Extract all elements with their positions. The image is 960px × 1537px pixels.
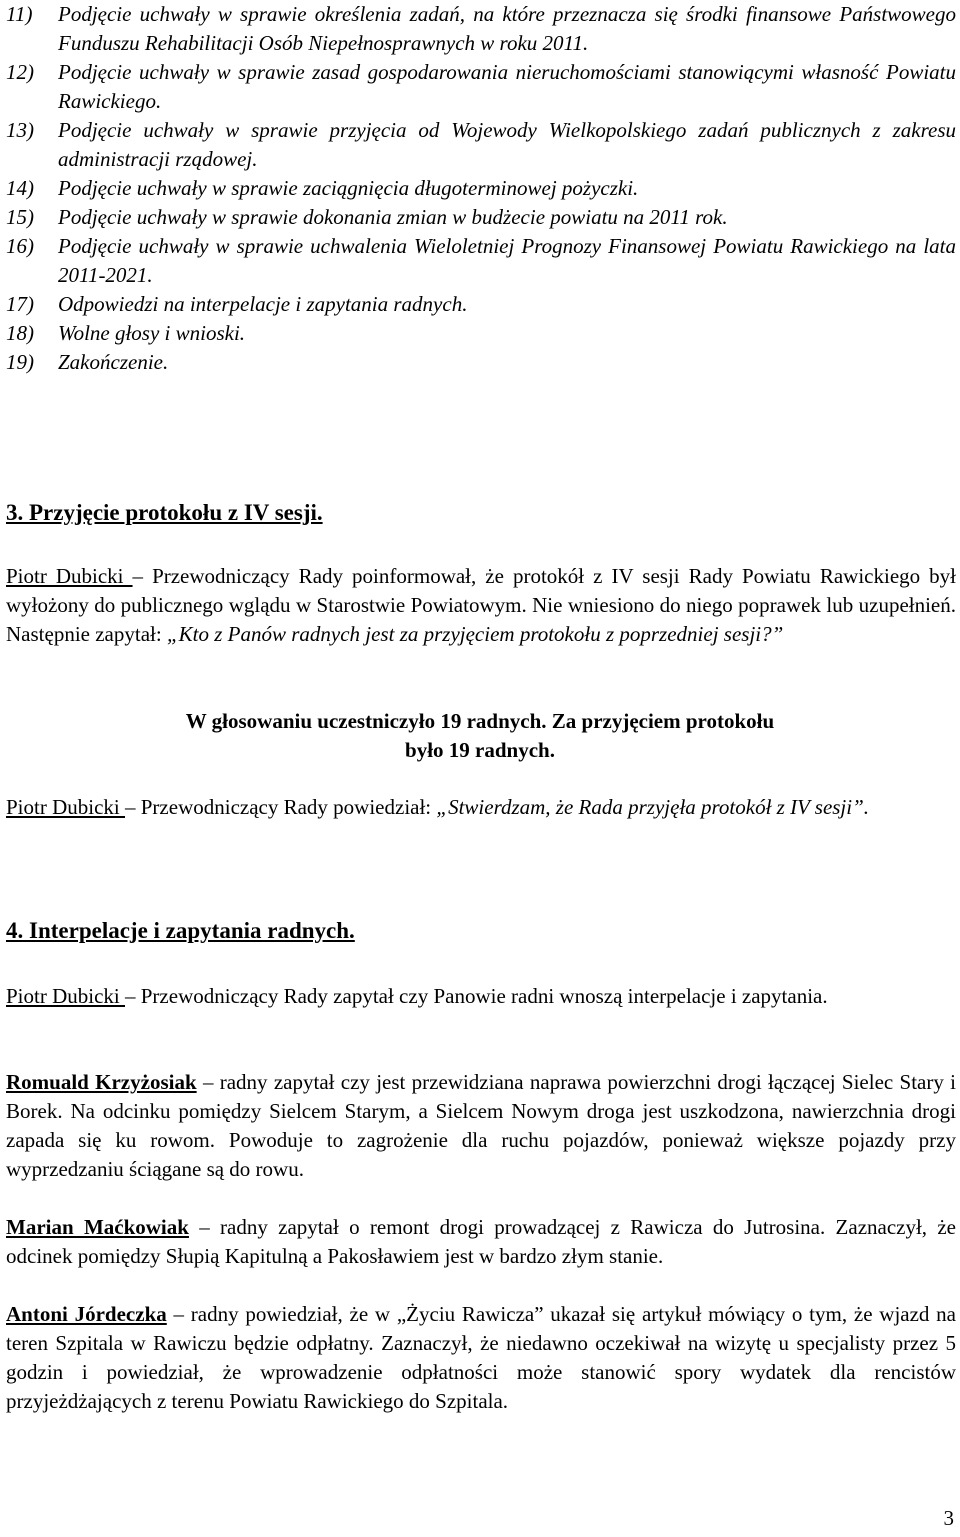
vote-result-line-2: było 19 radnych. — [405, 738, 555, 762]
speaker-name: Piotr Dubicki — [6, 984, 125, 1008]
agenda-item-number: 19) — [6, 350, 34, 374]
agenda-item-text: Podjęcie uchwały w sprawie przyjęcia od Wojewody Wielkopolskiego zadań publicznych z zakresu administracji rządowej. — [58, 118, 956, 171]
paragraph-text: Przewodniczący Rady powiedział: — [135, 795, 437, 819]
quote-text: „Stwierdzam, że Rada przyjęła protokół z IV sesji”. — [436, 795, 870, 819]
agenda-item-number: 17) — [6, 292, 34, 316]
agenda-item-number: 15) — [6, 205, 34, 229]
section-3-paragraph-1: Piotr Dubicki – Przewodniczący Rady poinformował, że protokół z IV sesji Rady Powiatu Rawickiego był wyłożony do publicznego wglądu w Starostwie Powiatowym. Nie wniesiono do niego poprawek lub uzupełnień. Następnie zapytał: „Kto z Panów radnych jest za przyjęciem protokołu z poprzedniej sesji?” — [6, 564, 956, 646]
speaker-name: Piotr Dubicki — [6, 564, 133, 588]
agenda-item-text: Podjęcie uchwały w sprawie zaciągnięcia długoterminowej pożyczki. — [58, 176, 639, 200]
section-4-paragraph-3: Marian Maćkowiak – radny zapytał o remont drogi prowadzącej z Rawicza do Jutrosina. Zaznaczył, że odcinek pomiędzy Słupią Kapitulną a Pakosławiem jest w bardzo złym stanie. — [6, 1215, 956, 1268]
agenda-item-text: Podjęcie uchwały w sprawie zasad gospodarowania nieruchomościami stanowiącymi własność Powiatu Rawickiego. — [58, 60, 956, 113]
agenda-item-11 — [6, 0, 956, 58]
vote-result-line-1: W głosowaniu uczestniczyło 19 radnych. Za przyjęciem protokołu — [185, 709, 775, 733]
paragraph-text: radny zapytał czy jest przewidziana naprawa powierzchni drogi łączącej Sielec Stary i Borek. Na odcinku pomiędzy Sielcem Starym, a Sielcem Nowym droga jest uszkodzona, nawierzchnia drogi zapada się ku rowom. Powoduje to zagrożenie dla ruchu pojazdów, ponieważ większe pojazdy przy wyprzedzaniu ściągane są do rowu. — [6, 1070, 956, 1181]
paragraph-text: radny zapytał o remont drogi prowadzącej z Rawicza do Jutrosina. Zaznaczył, że odcinek pomiędzy Słupią Kapitulną a Pakosławiem jest w bardzo złym stanie. — [6, 1215, 956, 1268]
agenda-item-number: 16) — [6, 234, 34, 258]
paragraph-text: Przewodniczący Rady poinformował, że protokół z IV sesji Rady Powiatu Rawickiego był wyłożony do publicznego wglądu w Starostwie Powiatowym. Nie wniesiono do niego poprawek lub uzupełnień. Następnie zapytał: — [6, 564, 956, 646]
agenda-item-text: Zakończenie. — [58, 350, 169, 374]
section-3-paragraph-2: Piotr Dubicki – Przewodniczący Rady powiedział: „Stwierdzam, że Rada przyjęła protokół z IV sesji”. — [6, 795, 870, 819]
agenda-item-number: 12) — [6, 60, 34, 84]
agenda-item-number: 14) — [6, 176, 34, 200]
agenda-item-number: 18) — [6, 321, 34, 345]
agenda-item-text: Wolne głosy i wnioski. — [58, 321, 246, 345]
section-4-paragraph-4: Antoni Jórdeczka – radny powiedział, że w „Życiu Rawicza” ukazał się artykuł mówiący o tym, że wjazd na teren Szpitala w Rawiczu będzie odpłatny. Zaznaczył, że niedawno oczekiwał na wizytę u specjalisty przez 5 godzin i powiedział, że wprowadzenie odpłatności może stanowić spory wydatek dla rencistów przyjeżdżających z terenu Powiatu Rawickiego do Szpitala. — [6, 1302, 956, 1413]
speaker-name: Piotr Dubicki — [6, 795, 125, 819]
agenda-item-text: Odpowiedzi na interpelacje i zapytania radnych. — [58, 292, 468, 316]
agenda-item-19 — [6, 348, 956, 377]
speaker-name: Romuald Krzyżosiak — [6, 1070, 197, 1094]
paragraph-text: Przewodniczący Rady zapytał czy Panowie radni wnoszą interpelacje i zapytania. — [135, 984, 828, 1008]
agenda-item-text: Podjęcie uchwały w sprawie określenia zadań, na które przeznacza się środki finansowe Państwowego Funduszu Rehabilitacji Osób Niepełnosprawnych w roku 2011. — [58, 2, 956, 55]
section-4-paragraph-2: Romuald Krzyżosiak – radny zapytał czy jest przewidziana naprawa powierzchni drogi łączącej Sielec Stary i Borek. Na odcinku pomiędzy Sielcem Starym, a Sielcem Nowym droga jest uszkodzona, nawierzchnia drogi zapada się ku rowom. Powoduje to zagrożenie dla ruchu pojazdów, ponieważ większe pojazdy przy wyprzedzaniu ściągane są do rowu. — [6, 1070, 956, 1181]
paragraph-text: radny powiedział, że w „Życiu Rawicza” ukazał się artykuł mówiący o tym, że wjazd na teren Szpitala w Rawiczu będzie odpłatny. Zaznaczył, że niedawno oczekiwał na wizytę u specjalisty przez 5 godzin i powiedział, że wprowadzenie odpłatności może stanowić spory wydatek dla rencistów przyjeżdżających z terenu Powiatu Rawickiego do Szpitala. — [6, 1302, 956, 1413]
agenda-item-15 — [6, 203, 956, 232]
agenda-item-text: Podjęcie uchwały w sprawie dokonania zmian w budżecie powiatu na 2011 rok. — [58, 205, 728, 229]
agenda-item-number: 11) — [6, 2, 33, 26]
speaker-name: Marian Maćkowiak — [6, 1215, 189, 1239]
section-4-paragraph-1: Piotr Dubicki – Przewodniczący Rady zapytał czy Panowie radni wnoszą interpelacje i zapytania. — [6, 984, 828, 1008]
agenda-item-13 — [6, 116, 956, 174]
section-4-heading: 4. Interpelacje i zapytania radnych. — [6, 918, 355, 943]
page-number: 3 — [943, 1506, 954, 1530]
agenda-list — [6, 0, 956, 377]
agenda-item-12 — [6, 58, 956, 116]
agenda-item-17 — [6, 290, 956, 319]
speaker-name: Antoni Jórdeczka — [6, 1302, 167, 1326]
quote-text: „Kto z Panów radnych jest za przyjęciem protokołu z poprzedniej sesji?” — [166, 622, 784, 646]
agenda-item-text: Podjęcie uchwały w sprawie uchwalenia Wieloletniej Prognozy Finansowej Powiatu Rawickiego na lata 2011-2021. — [58, 234, 956, 287]
agenda-item-18 — [6, 319, 956, 348]
section-3-heading: 3. Przyjęcie protokołu z IV sesji. — [6, 500, 323, 525]
agenda-item-14 — [6, 174, 956, 203]
agenda-item-number: 13) — [6, 118, 34, 142]
agenda-item-16 — [6, 232, 956, 290]
